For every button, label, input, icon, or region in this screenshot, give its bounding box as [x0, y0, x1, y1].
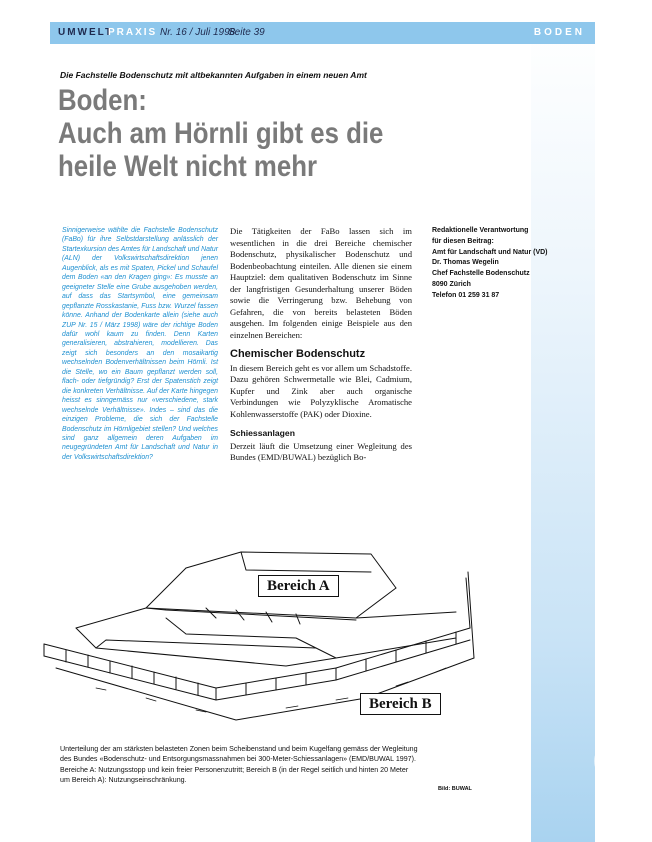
figure-caption	[60, 744, 490, 786]
credit-line: Amt für Landschaft und Natur (VD)	[432, 248, 548, 256]
label-bereich-a: Bereich A	[258, 575, 339, 597]
body-shooting-ranges: Derzeit läuft die Umsetzung einer Wegleitung des Bundes (EMD/BUWAL) bezüglich Bo-	[230, 440, 412, 462]
section-label: BODEN	[533, 27, 585, 38]
page-number: Seite 39	[228, 27, 265, 38]
issue-number: Nr. 16 / Juli 1998	[160, 27, 236, 38]
label-bereich-b: Bereich B	[360, 693, 441, 715]
caption-line: des Bundes «Bodenschutz- und Entsorgungsmassnahmen bei 300-Meter-Schiessanlagen» (EMD/BUWAL 1997).	[60, 755, 416, 764]
credit-line: für diesen Beitrag:	[432, 237, 494, 245]
headline-line-1: Boden:	[58, 84, 147, 117]
body-chemical: In diesem Bereich geht es vor allem um Schadstoffe. Dazu gehören Schwermetalle wie Blei, Cadmium, Kupfer und Zink aber auch organische Verbindungen wie Polyzyklische Aromatische Kohlenwasserstoffe (PAK) oder Dioxine.	[230, 362, 412, 419]
body-intro: Die Tätigkeiten der FaBo lassen sich im wesentlichen in die drei Bereiche chemischer Bodenschutz, physikalischer Bodenschutz und Bodenbeobachtung einteilen. Alle dienen sie einem Hauptziel: dem qualitativen Bodenschutz im Sinne der langfristigen Gesunderhaltung unserer Böden sowie die Verringerung bzw. Behebung von Gefahren, die von bereits belasteten Böden ausgehen. Im folgenden einige Beispiele aus den einzelnen Bereichen:	[230, 226, 412, 340]
article-kicker: Die Fachstelle Bodenschutz mit altbekannten Aufgaben in einem neuen Amt	[60, 70, 367, 80]
page-title	[58, 84, 419, 183]
shooting-range-illustration	[36, 548, 478, 738]
headline-line-2: Auch am Hörnli gibt es die	[58, 117, 384, 150]
brand-praxis: PRAXIS	[108, 27, 158, 38]
headline-line-3: heile Welt nicht mehr	[58, 150, 318, 183]
body-column	[230, 226, 412, 464]
credit-line: Chef Fachstelle Bodenschutz	[432, 270, 530, 278]
caption-line: um Bereich A): Nutzungseinschränkung.	[60, 776, 187, 785]
header-bar	[50, 22, 595, 44]
subhead-shooting-ranges: Schiessanlagen	[230, 428, 295, 438]
caption-line: Bereiche A: Nutzungsstopp und kein freier Personenzutritt; Bereich B (in der Regel seitlich und hinten 20 Meter	[60, 765, 409, 774]
subhead-chemical: Chemischer Bodenschutz	[230, 348, 366, 360]
credit-line: Redaktionelle Verantwortung	[432, 227, 529, 234]
lead-paragraph: Sinnigerweise wählte die Fachstelle Bodenschutz (FaBo) für ihre Selbstdarstellung anlässlich der Startexkursion des Amtes für Landschaft und Natur (ALN) der Volkswirtschaftsdirektion jenen Augenblick, als es mit Spaten, Pickel und Schaufel dem Boden «an den Kragen ging»: Es musste an geeigneter Stelle eine Grube ausgehoben werden, auf dass das Startsymbol, eine gemeinsam gepflanzte Rosskastanie, Fuss bzw. Wurzel fassen könne. Anhand der Bodenkarte allein (siehe auch ZUP Nr. 15 / März 1998) wäre der richtige Boden dafür wohl kaum zu finden. Denn Karten generalisieren, abstrahieren, modellieren. Das zeigt sich besonders an den mosaikartig wechselnden Bodenverhältnissen beim Hörnli. Ist die Stelle, wo ein Baum gepflanzt werden soll, flach- oder tiefgründig? Erst der Spatenstich zeigt die konkreten Verhältnisse. Auf der Karte hingegen heisst es sinngemäss nur «verschiedene, stark wechselnde Verhältnisse». Indes – sind das die einzigen Probleme, die sich der Fachstelle Bodenschutz im Hörnligebiet stellen? Und welches sind ganz allgemein deren Aufgaben im neugegründeten Amt für Landschaft und Natur in der Volkswirtschaftsdirektion?	[62, 227, 219, 461]
caption-line: Unterteilung der am stärksten belasteten Zonen beim Scheibenstand und beim Kugelfang gemäss der Wegleitung	[60, 745, 418, 753]
credit-line: 8090 Zürich	[432, 280, 471, 288]
editorial-credits	[432, 226, 562, 302]
brand-umwelt: UMWELT	[58, 27, 114, 38]
credit-line: Telefon 01 259 31 87	[432, 291, 500, 299]
credit-line: Dr. Thomas Wegelin	[432, 259, 499, 267]
image-credit: Bild: BUWAL	[438, 786, 472, 792]
sidebar-band	[531, 22, 652, 842]
vertical-section-word: BODEN	[583, 582, 652, 836]
